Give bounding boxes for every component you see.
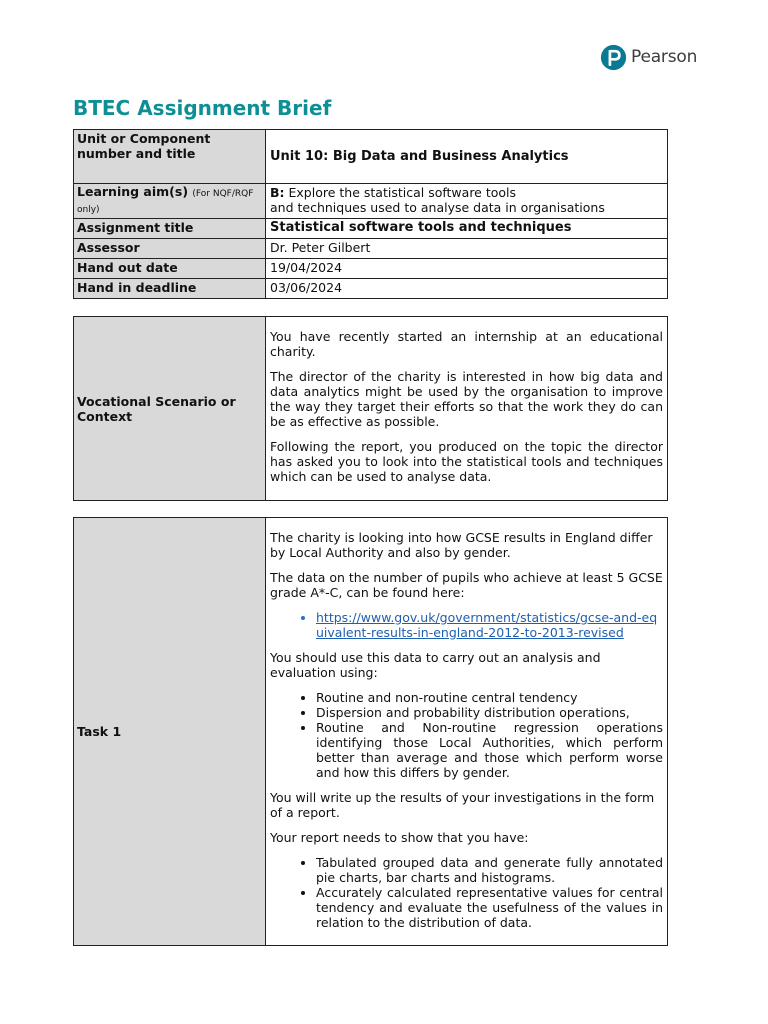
task-paragraph: Your report needs to show that you have: <box>270 830 529 845</box>
page-title: BTEC Assignment Brief <box>73 96 332 120</box>
list-item: • Routine and non-routine central tendency <box>316 690 663 705</box>
list-item <box>316 610 663 640</box>
task-paragraph: The data on the number of pupils who achieve at least 5 GCSE grade A*-C, can be found here: <box>270 570 663 600</box>
hand-out-value: 19/04/2024 <box>266 259 668 279</box>
pearson-logo-icon <box>600 44 627 71</box>
hand-out-label: Hand out date <box>74 259 266 279</box>
assignment-title-value: Statistical software tools and techniques <box>266 219 668 239</box>
pearson-logo <box>600 42 697 72</box>
learning-aim-label: Learning aim(s) <box>77 184 189 199</box>
task-paragraph: The charity is looking into how GCSE results in England differ by Local Authority and also by gender. <box>270 530 653 560</box>
list-item: • Tabulated grouped data and generate fully annotated pie charts, bar charts and histograms. <box>316 855 663 885</box>
hand-in-value: 03/06/2024 <box>266 279 668 299</box>
table-row <box>74 317 668 501</box>
learning-aim-value: B: Explore the statistical software tools and techniques used to analyse data in organisations <box>266 184 668 219</box>
details-table <box>73 129 668 299</box>
analysis-list <box>270 690 663 780</box>
table-row <box>74 184 668 219</box>
assessor-label: Assessor <box>74 239 266 259</box>
hand-in-label: Hand in deadline <box>74 279 266 299</box>
scenario-content <box>266 317 668 501</box>
table-row <box>74 279 668 299</box>
assessor-value: Dr. Peter Gilbert <box>266 239 668 259</box>
table-row <box>74 259 668 279</box>
assignment-title-label: Assignment title <box>74 219 266 239</box>
task-paragraph: You should use this data to carry out an analysis and evaluation using: <box>270 650 601 680</box>
scenario-paragraph: Following the report, you produced on the topic the director has asked you to look into the statistical tools and techniques which can be used to analyse data. <box>270 439 663 484</box>
learning-aim-label-cell <box>74 184 266 219</box>
list-item: • Routine and Non-routine regression operations identifying those Local Authorities, which perform better than average and those which perform worse and how this differs by gender. <box>316 720 663 780</box>
learning-aim-note: (For NQF/RQF only) <box>77 189 254 215</box>
scenario-table <box>73 316 668 501</box>
pearson-wordmark: Pearson <box>631 47 698 67</box>
report-list <box>270 855 663 930</box>
list-item: • Dispersion and probability distribution operations, <box>316 705 663 720</box>
task-table <box>73 517 668 946</box>
list-item: • Accurately calculated representative values for central tendency and evaluate the usefulness of the values in relation to the distribution of data. <box>316 885 663 930</box>
scenario-label: Vocational Scenario or Context <box>74 317 266 501</box>
link-list <box>270 610 663 640</box>
table-row <box>74 239 668 259</box>
task-paragraph: You will write up the results of your investigations in the form of a report. <box>270 790 655 820</box>
unit-label: Unit or Component number and title <box>74 130 266 184</box>
scenario-paragraph: The director of the charity is interested in how big data and data analytics might be used by the organisation to improve the way they target their efforts so that the work they do can be as effective as possible. <box>270 369 663 429</box>
gov-data-link[interactable]: https://www.gov.uk/government/statistics/gcse-and-equivalent-results-in-england-2012-to-2013-revised <box>316 610 658 640</box>
table-row <box>74 219 668 239</box>
task-label: Task 1 <box>74 518 266 946</box>
table-row <box>74 518 668 946</box>
table-row <box>74 130 668 184</box>
task-content <box>266 518 668 946</box>
unit-value: Unit 10: Big Data and Business Analytics <box>266 130 668 184</box>
scenario-paragraph: You have recently started an internship at an educational charity. <box>270 329 663 359</box>
